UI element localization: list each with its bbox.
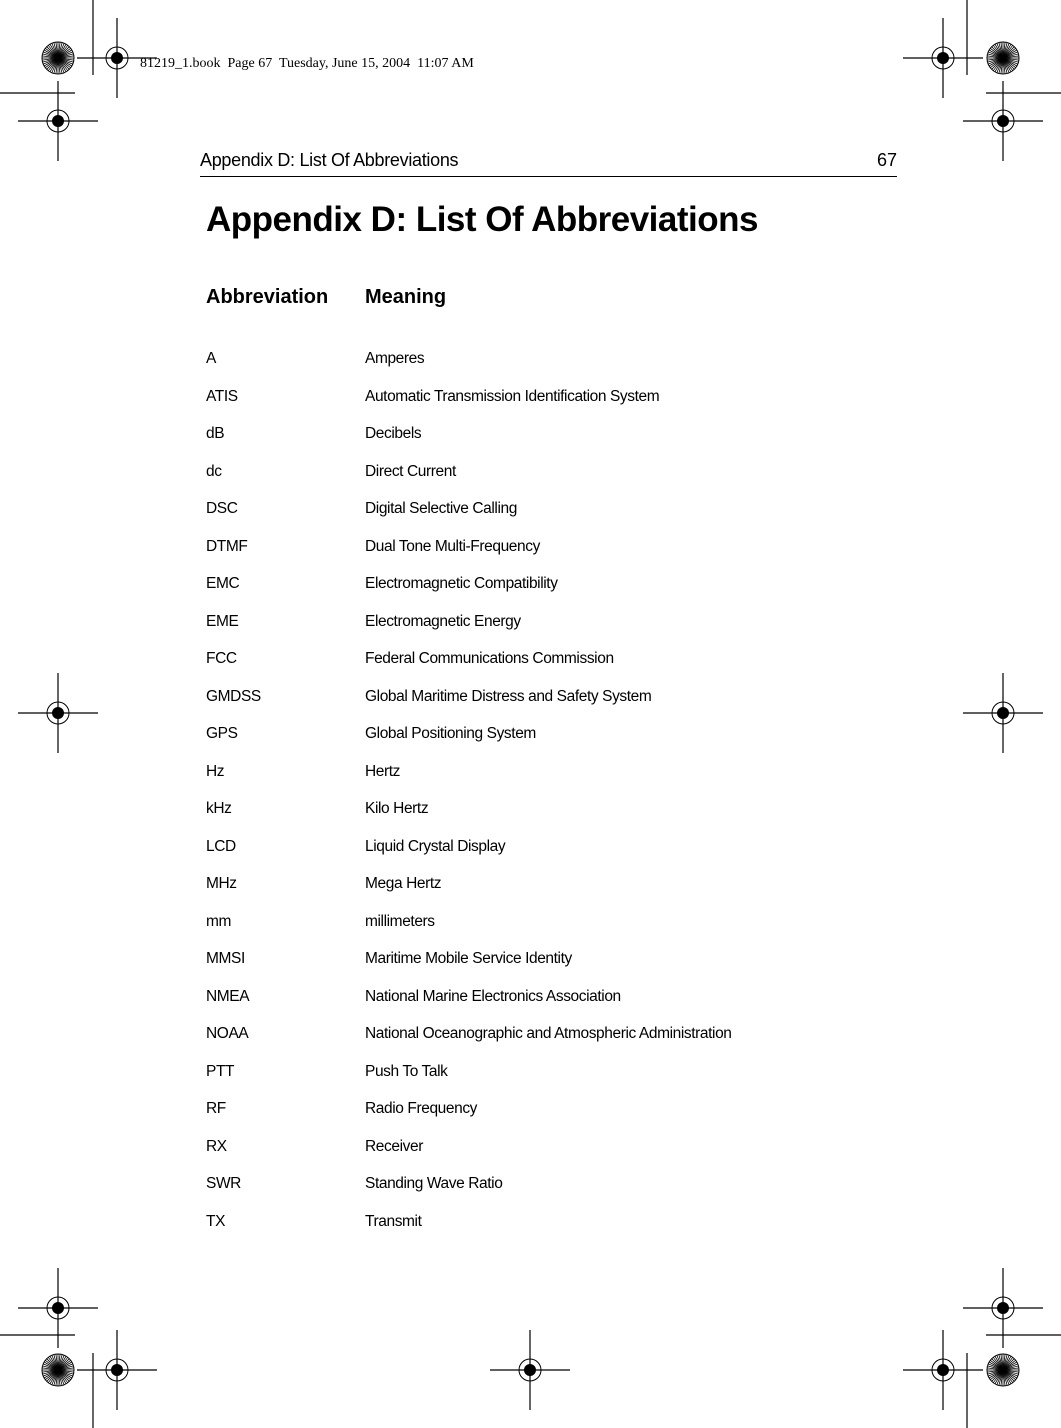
meaning: Global Maritime Distress and Safety System — [365, 687, 652, 705]
crosshair-mark-icon — [903, 1330, 983, 1410]
abbreviation: GMDSS — [206, 687, 261, 705]
abbreviation: EME — [206, 612, 239, 630]
starburst-mark-icon — [987, 42, 1019, 74]
meaning: Direct Current — [365, 462, 456, 480]
meaning: Standing Wave Ratio — [365, 1175, 503, 1192]
crosshair-mark-icon — [18, 1268, 98, 1348]
running-header — [200, 148, 897, 177]
abbreviation: RF — [206, 1100, 226, 1117]
meaning: Transmit — [365, 1212, 422, 1230]
meaning: National Marine Electronics Association — [365, 987, 621, 1005]
meaning: Radio Frequency — [365, 1100, 478, 1117]
crosshair-mark-icon — [903, 18, 983, 98]
column-header-abbreviation: Abbreviation — [206, 286, 329, 308]
meaning: Hertz — [365, 762, 401, 780]
meaning: Global Positioning System — [365, 725, 536, 742]
abbreviation: Hz — [206, 762, 225, 780]
abbreviation: FCC — [206, 650, 237, 667]
abbreviation: LCD — [206, 837, 236, 855]
abbreviation: mm — [206, 912, 232, 930]
abbreviation: PTT — [206, 1062, 235, 1080]
crosshair-mark-icon — [490, 1330, 570, 1410]
abbreviation: GPS — [206, 725, 238, 742]
abbreviation: TX — [206, 1212, 226, 1230]
abbreviation: dc — [206, 462, 222, 480]
meaning: Automatic Transmission Identification System — [365, 387, 660, 405]
abbreviation: kHz — [206, 800, 232, 817]
abbreviation: EMC — [206, 575, 240, 592]
meaning: Liquid Crystal Display — [365, 837, 506, 855]
abbreviation: DSC — [206, 500, 238, 517]
abbreviation: RX — [206, 1137, 227, 1155]
meaning: Federal Communications Commission — [365, 650, 614, 667]
meaning: National Oceanographic and Atmospheric Administration — [365, 1025, 732, 1042]
page-number: 67 — [876, 150, 897, 170]
abbreviation: MHz — [206, 875, 237, 892]
meaning: Dual Tone Multi-Frequency — [365, 537, 540, 555]
abbreviation: DTMF — [206, 537, 248, 555]
print-slug: 81219_1.book Page 67 Tuesday, June 15, 2004 11:07 AM — [140, 56, 474, 71]
abbreviation: SWR — [206, 1175, 241, 1192]
starburst-mark-icon — [42, 42, 74, 74]
starburst-mark-icon — [987, 1354, 1019, 1386]
meaning: millimeters — [365, 912, 435, 930]
meaning: Mega Hertz — [365, 875, 442, 892]
crosshair-mark-icon — [18, 673, 98, 753]
meaning: Kilo Hertz — [365, 800, 429, 817]
abbreviation: MMSI — [206, 950, 245, 967]
running-header-title: Appendix D: List Of Abbreviations — [200, 150, 459, 170]
meaning: Receiver — [365, 1137, 423, 1155]
starburst-mark-icon — [42, 1354, 74, 1386]
abbreviation: NOAA — [206, 1025, 249, 1042]
crosshair-mark-icon — [963, 673, 1043, 753]
crosshair-mark-icon — [77, 1330, 157, 1410]
meaning: Digital Selective Calling — [365, 500, 517, 517]
meaning: Decibels — [365, 425, 422, 442]
meaning: Electromagnetic Energy — [365, 612, 521, 630]
page-title: Appendix D: List Of Abbreviations — [206, 200, 758, 239]
meaning: Push To Talk — [365, 1062, 448, 1080]
meaning: Maritime Mobile Service Identity — [365, 950, 572, 967]
meaning: Electromagnetic Compatibility — [365, 575, 558, 592]
abbreviation: NMEA — [206, 987, 250, 1005]
abbreviation: ATIS — [206, 387, 238, 405]
meaning: Amperes — [365, 350, 425, 367]
column-header-meaning: Meaning — [365, 286, 447, 308]
abbreviation: dB — [206, 425, 225, 442]
crosshair-mark-icon — [963, 1268, 1043, 1348]
abbreviation: A — [206, 350, 216, 367]
